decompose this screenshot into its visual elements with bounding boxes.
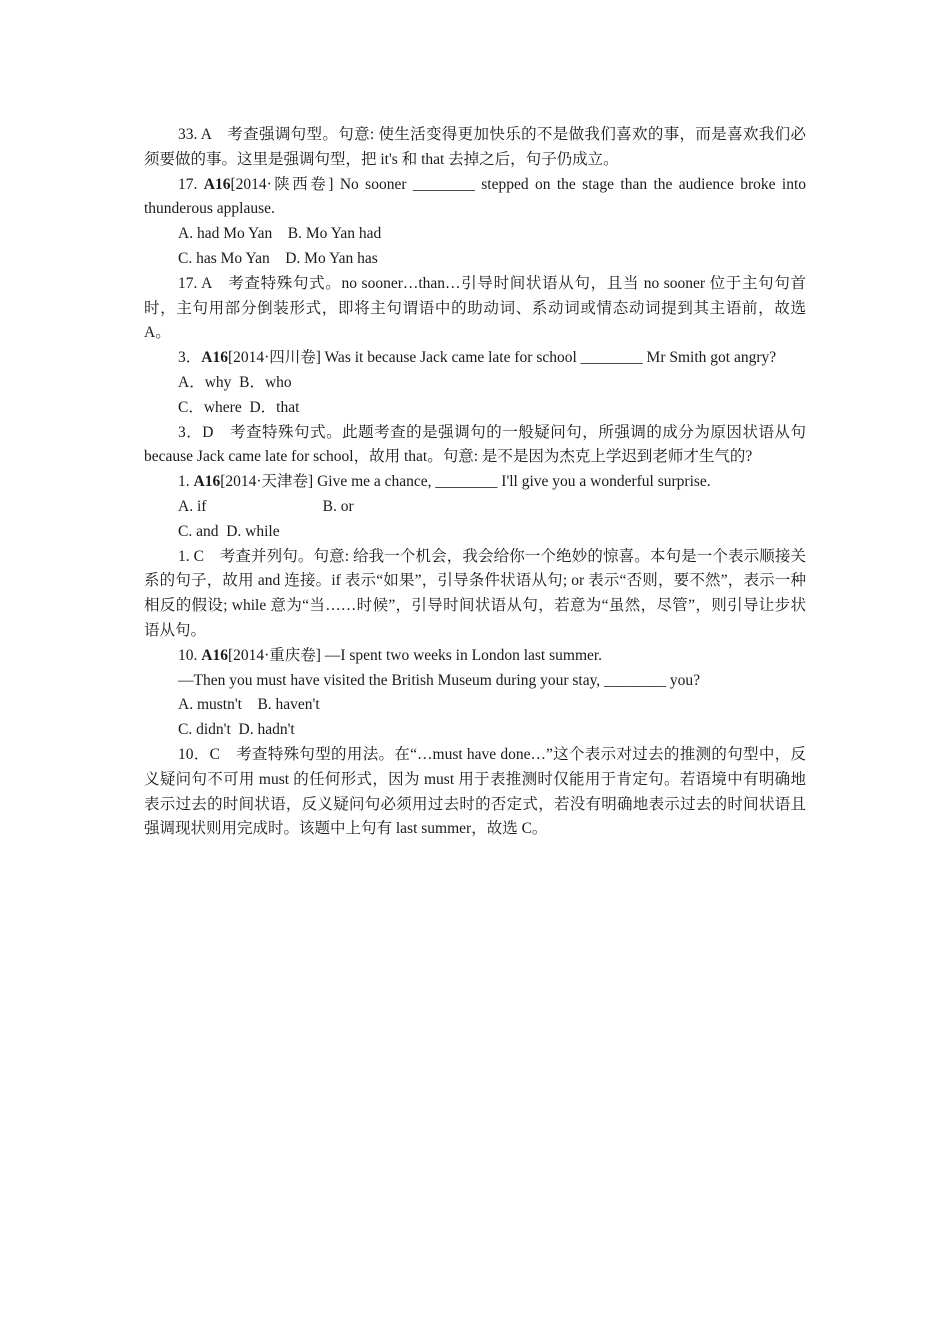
q10-options-2: C. didn't D. hadn't: [178, 721, 295, 739]
q3-tag: A16: [201, 349, 228, 367]
q1-answer: 1. C 考查并列句。句意: 给我一个机会，我会给你一个绝妙的惊喜。本句是一个表示顺接关系的句子，故用 and 连接。if 表示“如果”，引导条件状语从句; or 表示“否则，要不然”，表示一种相反的假设; while 意为“当……时候”，引导时间状语从句，若意为“虽然，尽管”，则引导让步状语从句。: [144, 547, 806, 639]
q17-text: [2014·陕西卷] No sooner ________ stepped on the stage than the audience broke into thunderous applause.: [144, 175, 807, 218]
q1-text: [2014·天津卷] Give me a chance, ________ I'll give you a wonderful surprise.: [220, 473, 711, 491]
q1-question: [144, 470, 806, 495]
q3-text: [2014·四川卷] Was it because Jack came late for school ________ Mr Smith got angry?: [227, 349, 777, 367]
q17-answer: 17. A 考查特殊句式。no sooner…than…引导时间状语从句，且当 no sooner 位于主句句首时，主句用部分倒装形式，即将主句谓语中的助动词、系动词或情态动词提到其主语前，故选 A。: [144, 274, 806, 342]
q3-number: 3．: [178, 349, 202, 367]
q17-options-1: A. had Mo Yan B. Mo Yan had: [178, 225, 382, 243]
q10-question-line2: —Then you must have visited the British Museum during your stay, ________ you?: [178, 671, 701, 689]
q3-options-2: C．where D．that: [178, 398, 300, 416]
q17-tag: A16: [203, 175, 231, 193]
q1-options-2: C. and D. while: [178, 522, 280, 540]
q1-options-1: A. if B. or: [178, 497, 354, 515]
q10-question: [144, 644, 806, 669]
q1-number: 1.: [178, 473, 194, 491]
q10-number: 10.: [178, 646, 202, 664]
q33-answer: 33. A 考查强调句型。句意: 使生活变得更加快乐的不是做我们喜欢的事，而是喜欢我们必须要做的事。这里是强调句型，把 it's 和 that 去掉之后，句子仍成立。: [144, 126, 806, 168]
q17-number: 17.: [178, 175, 204, 193]
q10-answer: 10．C 考查特殊句型的用法。在“…must have done…”这个表示对过去的推测的句型中，反义疑问句不可用 must 的任何形式，因为 must 用于表推测时仅能用于肯定句。若语境中有明确地表示过去的时间状语，反义疑问句必须用过去时的否定式，若没有明确地表示过去的时间状语且强调现状则用完成时。该题中上句有 last summer，故选 C。: [144, 745, 806, 838]
q17-question: [144, 173, 806, 223]
q17-options-2: C. has Mo Yan D. Mo Yan has: [178, 249, 378, 267]
q10-tag: A16: [201, 646, 228, 664]
q3-options-1: A．why B．who: [178, 373, 292, 391]
q1-tag: A16: [193, 473, 221, 491]
q10-options-1: A. mustn't B. haven't: [178, 696, 320, 714]
q10-text: [2014·重庆卷] —I spent two weeks in London last summer.: [227, 646, 603, 664]
document-body: [144, 123, 806, 842]
q3-question: [144, 346, 806, 371]
q3-answer: 3．D 考查特殊句式。此题考查的是强调句的一般疑问句，所强调的成分为原因状语从句 because Jack came late for school，故用 that。句意: 是不是因为杰克上学迟到老师才生气的?: [144, 423, 806, 466]
